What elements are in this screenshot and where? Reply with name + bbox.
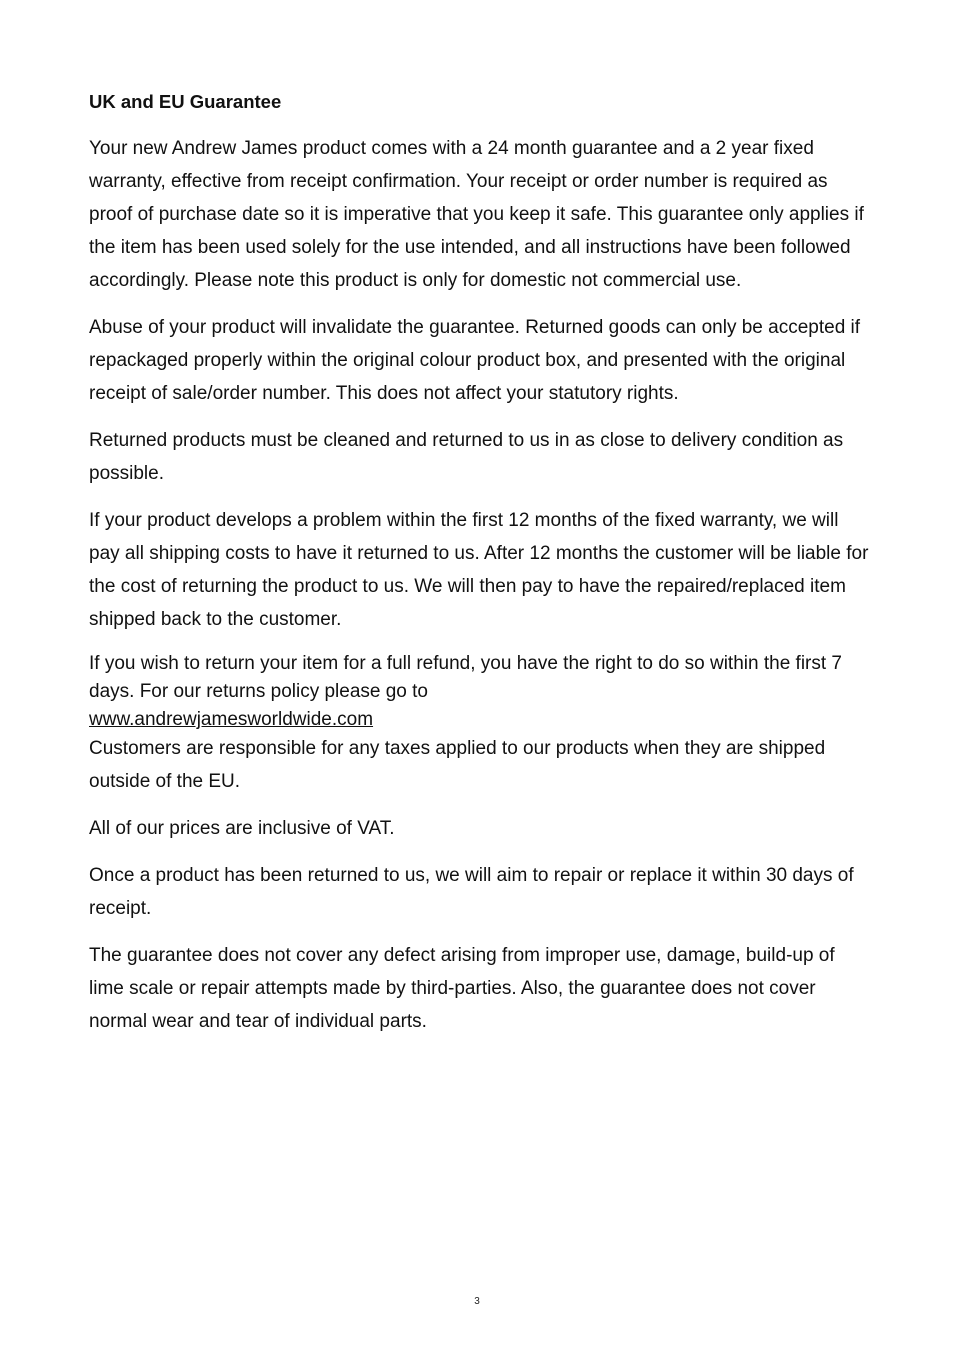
- website-link[interactable]: www.andrewjamesworldwide.com: [89, 709, 374, 730]
- paragraph-shipping-costs: If your product develops a problem within the first 12 months of the fixed warranty, we will pay all shipping costs to have it returned to us. After 12 months the customer will be liable for the cost of returning the product to us. We will then pay to have the repaired/replaced item shipped back to the customer.: [89, 510, 869, 630]
- paragraph-taxes: Customers are responsible for any taxes applied to our products when they are shipped outside of the EU.: [89, 738, 826, 792]
- returns-intro: If you wish to return your item for a full refund, you have the right to do so within the first 7 days. For our returns policy please go to: [89, 653, 842, 702]
- paragraph-vat: All of our prices are inclusive of VAT.: [89, 818, 395, 839]
- page-number: 3: [474, 1296, 480, 1307]
- paragraph-returned-condition: Returned products must be cleaned and returned to us in as close to delivery condition as possible.: [89, 430, 844, 484]
- paragraph-exclusions: The guarantee does not cover any defect arising from improper use, damage, build-up of lime scale or repair attempts made by third-parties. Also, the guarantee does not cover normal wear and tear of individual parts.: [89, 945, 835, 1032]
- paragraph-returns-policy: [89, 650, 871, 734]
- paragraph-repair-time: Once a product has been returned to us, we will aim to repair or replace it within 30 days of receipt.: [89, 865, 854, 919]
- section-heading: UK and EU Guarantee: [89, 91, 282, 112]
- paragraph-abuse: Abuse of your product will invalidate the guarantee. Returned goods can only be accepted if repackaged properly within the original colour product box, and presented with the original receipt of sale/order number. This does not affect your statutory rights.: [89, 317, 861, 404]
- paragraph-guarantee-terms: Your new Andrew James product comes with a 24 month guarantee and a 2 year fixed warranty, effective from receipt confirmation. Your receipt or order number is required as proof of purchase date so it is imperative that you keep it safe. This guarantee only applies if the item has been used solely for the use intended, and all instructions have been followed accordingly. Please note this product is only for domestic not commercial use.: [89, 138, 864, 291]
- document-page: [89, 86, 871, 1052]
